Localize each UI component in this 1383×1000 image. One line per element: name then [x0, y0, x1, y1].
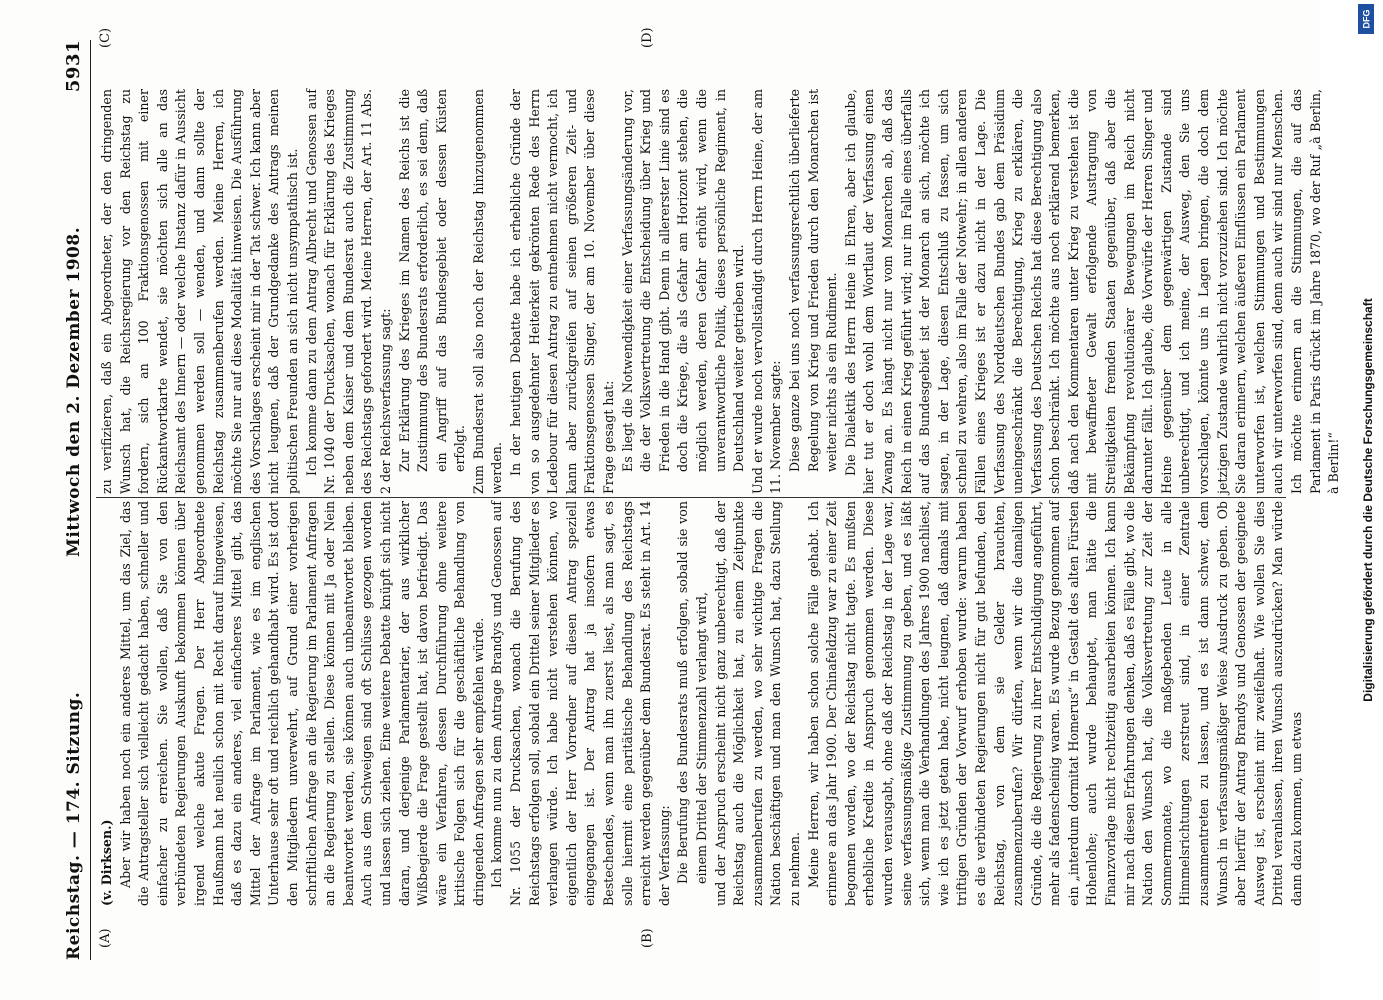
paragraph: Zum Bundesrat soll also noch der Reichstag hinzugenommen werden.	[470, 89, 505, 494]
quotation: Diese ganze bei uns noch verfassungsrechtlich überlieferte Regelung von Krieg und Frieden durch den Monarchen ist weiter nichts als ein Rudiment.	[786, 89, 840, 472]
header-date: Mittwoch den 2. Dezember 1908.	[64, 226, 84, 557]
digitization-note	[1355, 0, 1381, 1000]
dfg-logo: DFG	[1358, 4, 1374, 34]
paragraph: In der heutigen Debatte habe ich erhebliche Gründe der von so ausgedehnter Heiterkeit gekrönten Rede des Herrn Ledebour für diesen Antrag zu entnehmen nicht vermocht, ich kann aber zurückgreifen auf seinen größeren Zeit- und Fraktionsgenossen Singer, der am 10. November über diese Frage gesagt hat:	[508, 89, 617, 494]
page-number: 5931	[63, 40, 84, 93]
paragraph: zu verifizieren, daß ein Abgeordneter, der den dringenden Wunsch hat, die Reichsregierung vor den Reichstag zu fordern, sich an 100 Fraktionsgenossen mit einer Rückantwortkarte wendet, sie möchten sich alle an das Reichsamt des Innern — oder welche Instanz dafür in Aussicht genommen werden soll — wenden, und dann sollte der Reichstag zusammenberufen werden. Meine Herren, ich möchte Sie nur auf diese Modalität hinweisen. Die Ausführung des Vorschlages erscheint mir in der Tat schwer. Ich kann aber nicht leugnen, daß der Grundgedanke des Antrags meinen politischen Freunden an sich nicht unsympathisch ist.	[99, 89, 300, 494]
quotation: Die Berufung des Bundesrats muß erfolgen, sobald sie von einem Drittel der Stimmenzahl verlangt wird,	[675, 501, 709, 884]
paragraph: Die Dialektik des Herrn Heine in Ehren, aber ich glaube, hier tut er doch wohl dem Wortlaut der Verfassung einen Zwang an. Es hängt nicht nur vom Monarchen ab, daß das Reich in einen Krieg geführt wird; nur im Falle eines überfalls auf das Bundesgebiet ist der Monarch an sich, möchte ich sagen, in der Lage, diesen Entschluß zu fassen, um sich schnell zu wehren, also im Falle der Notwehr; in allen anderen Fällen eines Krieges ist er dazu nicht in der Lage. Die Verfassung des Norddeutschen Bundes gab dem Präsidium uneingeschränkt die Berechtigung, Krieg zu erklären, die Verfassung des Deutschen Reichs hat diese Berechtigung also schon beschränkt. Ich möchte aus noch erklärend bemerken, daß nach den Kommentaren unter Krieg zu verstehen ist die mit bewaffneter Gewalt erfolgende Austragung von Streitigkeiten fremden Staaten gegenüber, daß aber die Bekämpfung revolutionärer Bewegungen im Reich nicht darunter fällt. Ich glaube, die Vorwürfe der Herren Singer und Heine gegenüber dem gegenwärtigen Zustande sind unberechtigt, und ich meine, der Ausweg, den Sie uns vorschlagen, könnte uns in Lagen bringen, die doch dem jetzigen Zustande wahrlich nicht vorzuziehen sind. Ich möchte Sie daran erinnern, welchen äußeren Einflüssen ein Parlament unterworfen ist, welchen Stimmungen und Bestimmungen auch wir unterworfen sind, denn auch wir sind nur Menschen. Ich möchte erinnern an die Stimmungen, die auf das Parlament in Paris drückt im Jahre 1870, wo der Ruf „à Berlin, à Berlin!“	[842, 89, 1342, 494]
margin-marker-d: (D)	[640, 27, 655, 48]
page-header	[58, 40, 84, 960]
paragraph: Aber wir haben noch ein anderes Mittel, um das Ziel, das die Antragsteller sich vielleicht gedacht haben, schneller und einfacher zu erreichen. Sie wollen, daß Sie von den verbündeten Regierungen Auskunft bekommen können über irgend welche akute Fragen. Der Herr Abgeordnete Haußmann hat neulich schon mit Recht darauf hingewiesen, daß es dazu ein anderes, viel einfacheres Mittel gibt, das Mittel der Anfrage im Parlament, wie es im englischen Unterhause sehr oft und reichlich gehandhabt wird. Es ist dort den Mitgliedern unverwehrt, auf Grund einer vorherigen schriftlichen Anfrage an die Regierung im Parlament Anfragen an die Regierung zu stellen. Diese können mit Ja oder Nein beantwortet werden, sie können auch unbeantwortet bleiben. Auch aus dem Schweigen sind oft Schlüsse gezogen worden und lassen sich ziehen. Eine weitere Debatte knüpft sich nicht daran, und derjenige Parlamentarier, der aus wirklicher Wißbegierde die Frage gestellt hat, ist davon befriedigt. Das wäre ein Verfahren, dessen Durchführung ohne weitere kritische Folgen sich für die geschäftliche Behandlung von dringenden Anfragen sehr empfehlen würde.	[117, 501, 486, 906]
margin-marker-a: (A)	[98, 928, 113, 948]
paragraph: Und er wurde noch vervollständigt durch Herrn Heine, der am 11. November sagte:	[749, 89, 784, 494]
header-left: Reichstag. — 174. Sitzung.	[64, 691, 84, 960]
margin-marker-b: (B)	[640, 928, 655, 948]
right-column	[98, 89, 1344, 494]
paragraph: Ich komme dann zu dem Antrag Albrecht und Genossen auf Nr. 1040 der Drucksachen, wonach für Erklärung des Krieges neben dem Kaiser und dem Bundesrat auch die Zustimmung des Reichstags gefordert wird. Meine Herren, der Art. 11 Abs. 2 der Reichsverfassung sagt:	[303, 89, 393, 494]
paragraph: Ich komme nun zu dem Antrage Brandys und Genossen auf Nr. 1055 der Drucksachen, wonach die Berufung des Reichstags erfolgen soll, sobald ein Drittel seiner Mitglieder es verlangen würde. Ich habe nicht verstehen können, wo eigentlich der Herr Vorredner auf diesen Antrag speziell eingegangen ist. Der Antrag hat ja insofern etwas Bestechendes, wenn man ihn zuerst liest, als man sagt, es solle hiermit eine paritätische Behandlung des Reichstags erreicht werden gegenüber dem Bundesrat. Es steht in Art. 14 der Verfassung:	[489, 501, 672, 906]
paragraph: und der Anspruch erscheint nicht ganz unberechtigt, daß der Reichstag auch die Möglichkeit hat, zu einem Zeitpunkte zusammenberufen zu werden, wo sehr wichtige Fragen die Nation beschäftigen und man den Wunsch hat, dazu Stellung zu nehmen.	[712, 501, 802, 906]
quotation: Zur Erklärung des Krieges im Namen des Reichs ist die Zustimmung des Bundesrats erforderlich, es sei denn, daß ein Angriff auf das Bundesgebiet oder dessen Küsten erfolgt.	[396, 89, 468, 472]
funding-notice: Digitalisierung gefördert durch die Deutsche Forschungsgemeinschaft	[1361, 298, 1375, 702]
column-divider	[96, 497, 1286, 498]
paragraph: Meine Herren, wir haben schon solche Fälle gehabt. Ich erinnere an das Jahr 1900. Der Chinafeldzug war zu einer Zeit begonnen worden, wo der Reichstag nicht tagte. Es mußten erhebliche Kredite in Anspruch genommen werden. Diese wurden verausgabt, ohne daß der Reichstag in der Lage war, seine verfassungsmäßige Zustimmung zu geben, und es läßt sich, wenn man die Verhandlungen des Jahres 1900 nachliest, wie ich es jetzt getan habe, nicht leugnen, daß damals mit triftigen Gründen der Vorwurf erhoben wurde: warum haben es die verbündeten Regierungen nicht für gut befunden, den Reichstag, von dem sie Gelder brauchten, zusammenzuberufen? Wir dürfen, wenn wir die damaligen Gründe, die die Regierung zu ihrer Entschuldigung angeführt, mehr als fadenscheinig waren. Es wurde Bezug genommen auf ein „interdum dormitat Homerus“ in Gestalt des alten Fürsten Hohenlohe; auch wurde behauptet, man hätte die Finanzvorlage nicht rechtzeitig ausarbeiten können. Ich kann mir nach diesen Erfahrungen denken, daß es Fälle gibt, wo die Nation den Wunsch hat, die Volksvertretung zur Zeit der Sommermonate, wo die maßgebenden Leute in alle Himmelsrichtungen zerstreut sind, in einer Zentrale zusammentreten zu lassen, und es ist dann schwer, dem Wunsch in verfassungsmäßiger Weise Ausdruck zu geben. Ob aber hierfür der Antrag Brandys und Genossen der geeignete Ausweg ist, erscheint mir zweifelhaft. Wie wollen Sie dies Drittel veranlassen, ihren Wunsch auszudrücken? Man würde dann dazu kommen, um etwas	[805, 501, 1304, 906]
left-column	[98, 501, 1307, 906]
speaker-line: (v. Dirksen.)	[99, 819, 114, 906]
quotation: Es liegt die Notwendigkeit einer Verfassungsänderung vor, die der Volksvertretung die Entscheidung über Krieg und Frieden in die Hand gibt. Denn in allererster Linie sind es doch die Kriege, die als Gefahr am Horizont stehen, die möglich werden, deren Gefahr erhöht wird, wenn die unverantwortliche Politik, dieses persönliche Regiment, in Deutschland weiter getrieben wird.	[619, 89, 747, 472]
header-rule	[90, 40, 91, 960]
margin-marker-c: (C)	[98, 27, 113, 48]
